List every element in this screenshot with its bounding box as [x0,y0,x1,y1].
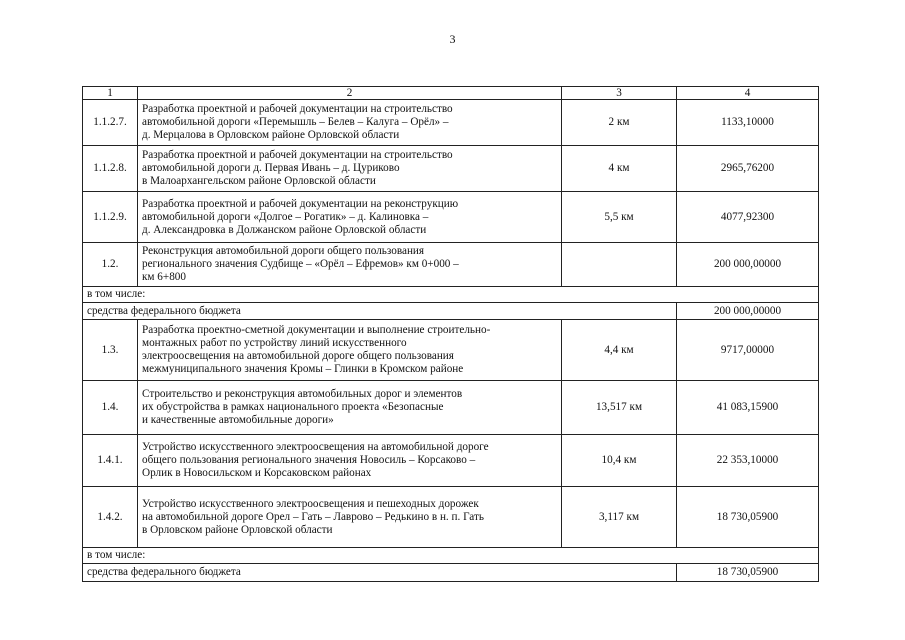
description-line: общего пользования регионального значения Новосиль – Корсаково – [142,454,476,466]
description-line: их обустройства в рамках национального проекта «Безопасные [142,401,444,413]
item-number: 1.4.1. [83,435,138,487]
description-line: автомобильной дороги д. Первая Ивань – д. Цуриково [142,162,400,174]
table-row [83,381,819,435]
item-description [138,243,562,287]
item-description [138,435,562,487]
description-line: км 6+800 [142,271,186,283]
description-line: д. Мерцалова в Орловском районе Орловской области [142,129,400,141]
header-col-1: 1 [83,87,138,100]
item-description [138,146,562,192]
federal-budget-amount: 18 730,05900 [677,564,819,582]
item-amount: 2965,76200 [677,146,819,192]
item-length: 13,517 км [562,381,677,435]
table-row [83,192,819,243]
table-row [83,320,819,381]
including-label: в том числе: [83,548,819,564]
item-amount: 18 730,05900 [677,487,819,548]
header-col-3: 3 [562,87,677,100]
item-amount: 41 083,15900 [677,381,819,435]
description-line: Разработка проектной и рабочей документации на реконструкцию [142,197,459,210]
header-col-4: 4 [677,87,819,100]
description-line: Строительство и реконструкция автомобильных дорог и элементов [142,388,463,400]
item-description [138,100,562,146]
page-number: 3 [449,32,456,46]
item-amount: 4077,92300 [677,192,819,243]
description-line: в Орловском районе Орловской области [142,523,333,536]
description-line: автомобильной дороги «Перемышль – Белев – Калуга – Орёл» – [142,116,449,128]
item-amount: 200 000,00000 [677,243,819,287]
description-line: Разработка проектной и рабочей документации на строительство [142,149,453,161]
federal-budget-amount: 200 000,00000 [677,303,819,320]
item-description [138,320,562,381]
including-row [83,548,819,564]
description-line: монтажных работ по устройству линий искусственного [142,337,407,349]
table-row [83,146,819,192]
item-length: 4 км [562,146,677,192]
federal-budget-row [83,564,819,582]
description-line: д. Александровка в Должанском районе Орловской области [142,223,427,236]
item-length: 2 км [562,100,677,146]
table-row [83,100,819,146]
federal-budget-label: средства федерального бюджета [83,303,677,320]
description-line: и качественные автомобильные дороги» [142,414,334,426]
table-row [83,243,819,287]
including-row [83,287,819,303]
federal-budget-row [83,303,819,320]
item-number: 1.4.2. [83,487,138,548]
item-amount: 1133,10000 [677,100,819,146]
item-length: 10,4 км [562,435,677,487]
item-number: 1.1.2.8. [83,146,138,192]
description-line: межмуниципального значения Кромы – Глинки в Кромском районе [142,363,464,375]
item-description [138,192,562,243]
item-length [562,243,677,287]
item-length: 5,5 км [562,192,677,243]
header-col-2: 2 [138,87,562,100]
item-length: 3,117 км [562,487,677,548]
item-number: 1.2. [83,243,138,287]
including-label: в том числе: [83,287,819,303]
description-line: Устройство искусственного электроосвещения и пешеходных дорожек [142,497,479,510]
item-amount: 9717,00000 [677,320,819,381]
item-description [138,487,562,548]
table-row [83,487,819,548]
item-number: 1.1.2.9. [83,192,138,243]
item-number: 1.3. [83,320,138,381]
header-row [83,87,819,100]
description-line: регионального значения Судбище – «Орёл – Ефремов» км 0+000 – [142,258,459,270]
description-line: Реконструкция автомобильной дороги общего пользования [142,245,425,257]
description-line: Орлик в Новосильском и Корсаковском районах [142,467,372,479]
item-description [138,381,562,435]
description-line: электроосвещения на автомобильной дороге общего пользования [142,350,454,362]
description-line: в Малоархангельском районе Орловской области [142,175,376,187]
federal-budget-label: средства федерального бюджета [83,564,677,582]
description-line: автомобильной дороги «Долгое – Рогатик» – д. Калиновка – [142,210,429,223]
description-line: Разработка проектно-сметной документации и выполнение строительно- [142,324,491,336]
budget-table [82,86,819,582]
description-line: Устройство искусственного электроосвещения на автомобильной дороге [142,441,489,453]
description-line: Разработка проектной и рабочей документации на строительство [142,103,453,115]
description-line: на автомобильной дороге Орел – Гать – Лаврово – Редькино в н. п. Гать [142,510,484,523]
item-number: 1.4. [83,381,138,435]
item-number: 1.1.2.7. [83,100,138,146]
item-amount: 22 353,10000 [677,435,819,487]
table-row [83,435,819,487]
item-length: 4,4 км [562,320,677,381]
